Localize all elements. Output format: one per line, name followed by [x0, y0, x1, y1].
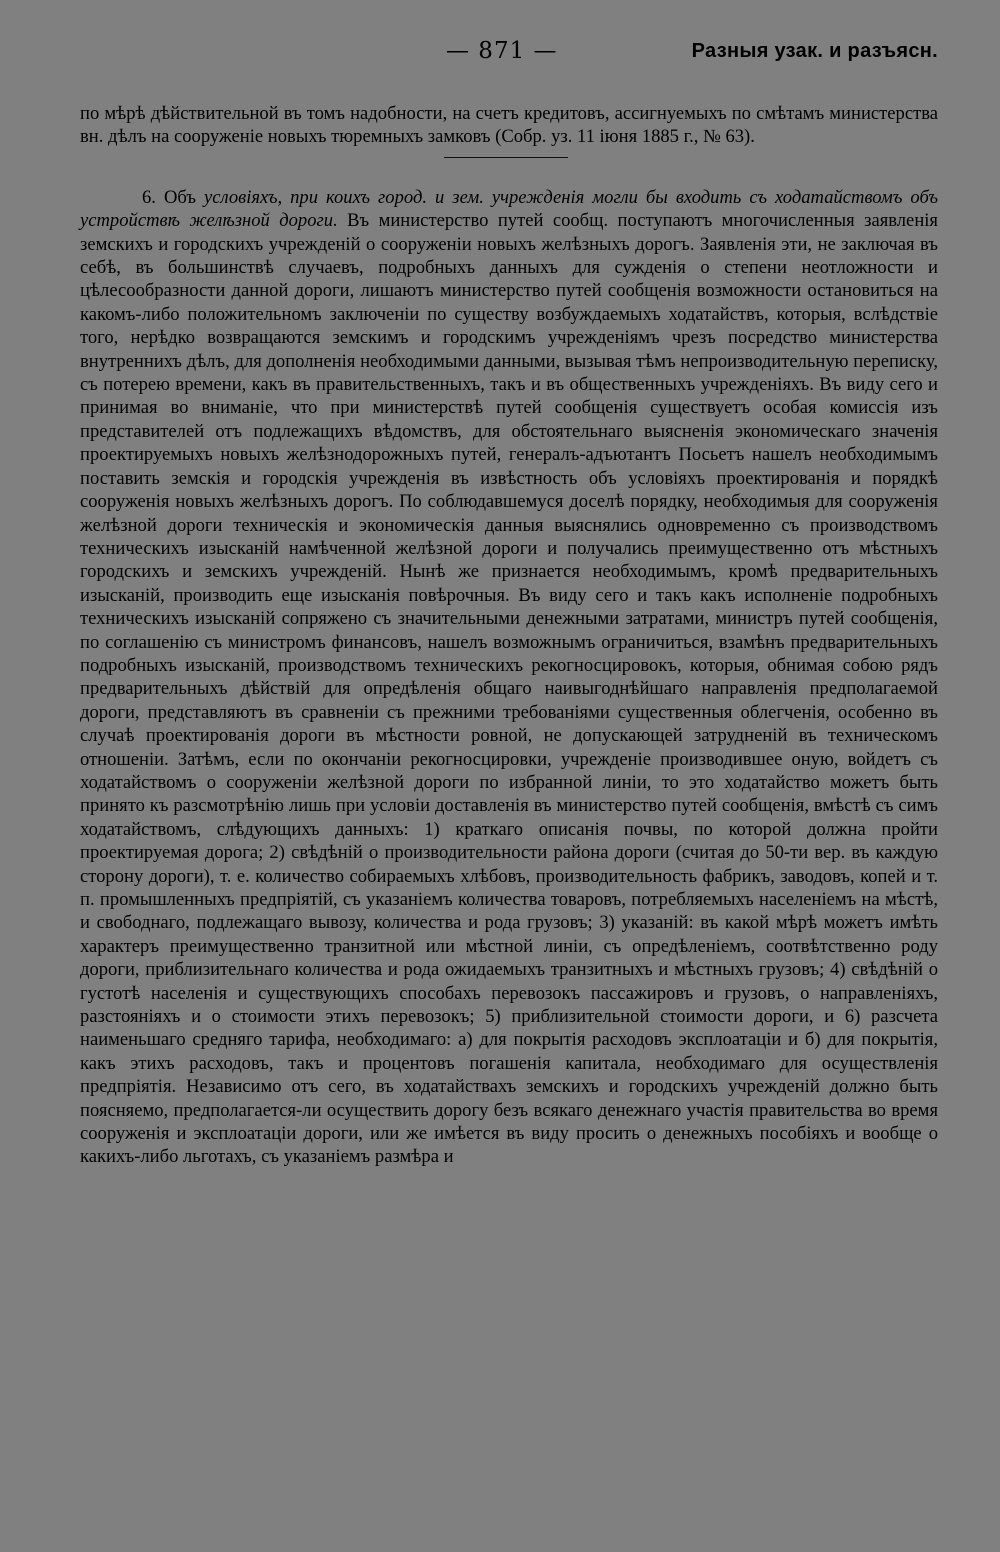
section-divider: [444, 157, 568, 158]
document-page: [80, 38, 938, 1169]
section-title: Разныя узак. и разъясн.: [691, 40, 938, 62]
page-number: — 871 —: [446, 38, 558, 64]
paragraph-item-6: [80, 186, 938, 1169]
item-title: условіяхъ, при коихъ город. и зем. учрежденія могли бы входить съ ходатайствомъ объ устройствѣ желѣзной дороги.: [80, 186, 939, 232]
paragraph-continuation: по мѣрѣ дѣйствительной въ томъ надобности, на счетъ кредитовъ, ассигнуемыхъ по смѣтамъ министерства вн. дѣлъ на сооруженіе новыхъ тюремныхъ замковъ (Собр. уз. 11 іюня 1885 г., № 63).: [80, 103, 938, 148]
item-number: 6. Объ: [142, 186, 196, 208]
item-body: Въ министерство путей сообщ. поступаютъ многочисленныя заявленія земскихъ и городскихъ учрежденій о сооруженіи новыхъ желѣзныхъ дорогъ. Заявленія эти, не заключая въ себѣ, въ большинствѣ случаевъ, подробныхъ данныхъ для сужденія о степени неотложности и цѣлесообразности данной дороги, лишаютъ министерство путей сообщенія возможности остановиться на какомъ-либо положительномъ заключеніи по существу возбуждаемыхъ ходатайствъ, которыя, вслѣдствіе того, нерѣдко возвращаются земскимъ и городскимъ учрежденіямъ чрезъ посредство министерства внутреннихъ дѣлъ, для дополненія необходимыми данными, вызывая тѣмъ непроизводительную переписку, съ потерею времени, какъ въ правительственныхъ, такъ и въ общественныхъ учрежденіяхъ. Въ виду сего и принимая во вниманіе, что при министерствѣ путей сообщенія существуетъ особая комиссія изъ представителей отъ подлежащихъ вѣдомствъ, для обстоятельнаго выясненія экономическаго значенія проектируемыхъ новыхъ желѣзнодорожныхъ путей, генералъ-адъютантъ Посьетъ нашелъ необходимымъ поставить земскія и городскія учрежденія въ извѣстность объ условіяхъ проектированія и порядкѣ сооруженія новыхъ желѣзныхъ дорогъ. По соблюдавшемуся доселѣ порядку, необходимыя для сооруженія желѣзной дороги техническія и экономическія данныя выяснялись одновременно съ производствомъ техническихъ изысканій намѣченной желѣзной дороги и получались преимущественно отъ мѣстныхъ городскихъ и земскихъ учрежденій. Нынѣ же признается необходимымъ, кромѣ предварительныхъ изысканій, производить еще изысканія повѣрочныя. Въ виду сего и такъ какъ исполненіе подробныхъ техническихъ изысканій сопряжено съ значительными денежными затратами, министръ путей сообщенія, по соглашенію съ министромъ финансовъ, нашелъ возможнымъ ограничиться, взамѣнъ предварительныхъ подробныхъ изысканій, производствомъ техническихъ рекогносцировокъ, которыя, обнимая собою рядъ предварительныхъ дѣйствій для опредѣленія общаго наивыгоднѣйшаго направленія предполагаемой дороги, представляютъ въ сравненіи съ прежними требованіями существенныя облегченія, особенно въ случаѣ проектированія дороги въ мѣстности ровной, не допускающей затрудненій въ техническомъ отношеніи. Затѣмъ, если по окончаніи рекогносцировки, учрежденіе производившее оную, войдетъ съ ходатайствомъ о сооруженіи желѣзной дороги по избранной линіи, то это ходатайство можетъ быть принято къ разсмотрѣнію лишь при условіи доставленія въ министерство путей сообщенія, вмѣстѣ съ симъ ходатайствомъ, слѣдующихъ данныхъ: 1) краткаго описанія почвы, по которой должна пройти проектируемая дорога; 2) свѣдѣній о производительности района дороги (считая до 50-ти вер. въ каждую сторону дороги), т. е. количество собираемыхъ хлѣбовъ, производительность фабрикъ, заводовъ, копей и т. п. промышленныхъ предпріятій, съ указаніемъ количества товаровъ, потребляемыхъ населеніемъ на мѣстѣ, и свободнаго, подлежащаго вывозу, количества и рода грузовъ; 3) указаній: въ какой мѣрѣ можетъ имѣть характеръ преимущественно транзитной или мѣстной линіи, съ опредѣленіемъ, соотвѣтственно роду дороги, приблизительнаго количества и рода ожидаемыхъ транзитныхъ и мѣстныхъ грузовъ; 4) свѣдѣній о густотѣ населенія и существующихъ способахъ перевозокъ пассажировъ и грузовъ, о направленіяхъ, разстояніяхъ и о стоимости этихъ перевозокъ; 5) приблизительной стоимости дороги, и 6) разсчета наименьшаго средняго тарифа, необходимаго: а) для покрытія расходовъ эксплоатаціи и б) для покрытія, какъ этихъ расходовъ, такъ и процентовъ погашенія капитала, необходимаго для осуществленія предпріятія. Независимо отъ сего, въ ходатайствахъ земскихъ и городскихъ учрежденій должно быть поясняемо, предполагается-ли осуществить дорогу безъ всякаго денежнаго участія правительства во время сооруженія и эксплоатаціи дороги, или же имѣется въ виду просить о денежныхъ пособіяхъ и вообще о какихъ-либо льготахъ, съ указаніемъ размѣра и: [80, 210, 938, 1168]
running-head: [80, 38, 938, 78]
